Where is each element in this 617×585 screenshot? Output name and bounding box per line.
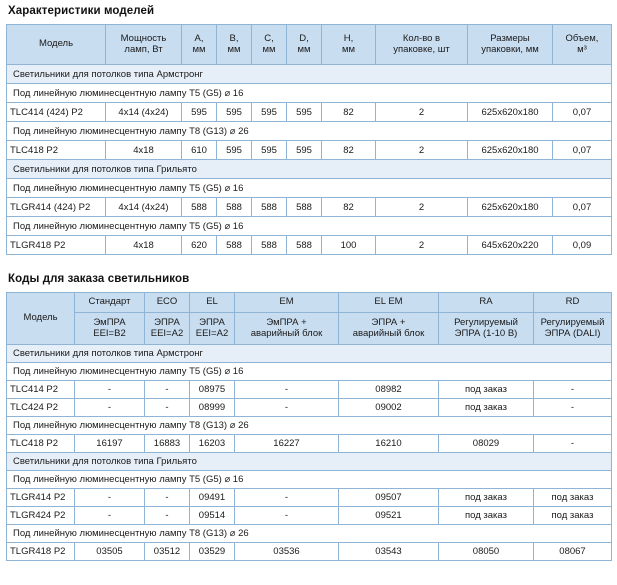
- value-cell: -: [145, 381, 190, 399]
- header-d: D, мм: [287, 25, 322, 65]
- header-a: A, мм: [182, 25, 217, 65]
- value-cell: 82: [322, 103, 376, 122]
- value-cell: 588: [252, 236, 287, 255]
- value-cell: 08975: [190, 381, 235, 399]
- model-cell: TLGR414 (424) P2: [7, 198, 106, 217]
- group-row: Светильники для потолков типа Грильято: [7, 160, 612, 179]
- group-row: Светильники для потолков типа Грильято: [7, 453, 612, 471]
- header-standard: Стандарт: [75, 293, 145, 313]
- value-cell: 4x14 (4x24): [106, 198, 182, 217]
- model-cell: TLC414 P2: [7, 381, 75, 399]
- table1-title: Характеристики моделей: [8, 5, 155, 17]
- value-cell: 0,07: [553, 141, 612, 160]
- header-el-em-desc: ЭПРА + аварийный блок: [339, 313, 439, 345]
- table2-header-row-bottom: [7, 313, 612, 345]
- value-cell: 03505: [75, 543, 145, 561]
- table2-header-row-top: [7, 293, 612, 313]
- table-row: [7, 141, 612, 160]
- value-cell: 2: [376, 141, 468, 160]
- value-cell: под заказ: [439, 381, 534, 399]
- table-row: [7, 381, 612, 399]
- value-cell: 595: [252, 103, 287, 122]
- value-cell: 0,07: [553, 198, 612, 217]
- subgroup-row: Под линейную люминесцентную лампу Т5 (G5) ⌀ 16: [7, 84, 612, 103]
- header-ra-desc: Регулируемый ЭПРА (1-10 В): [439, 313, 534, 345]
- value-cell: 09514: [190, 507, 235, 525]
- value-cell: под заказ: [439, 399, 534, 417]
- model-cell: TLGR418 P2: [7, 236, 106, 255]
- header-standard-desc: ЭмПРА EEI=B2: [75, 313, 145, 345]
- value-cell: 620: [182, 236, 217, 255]
- value-cell: 645x620x220: [468, 236, 553, 255]
- model-cell: TLC414 (424) P2: [7, 103, 106, 122]
- value-cell: под заказ: [534, 489, 612, 507]
- header-el-em: EL EM: [339, 293, 439, 313]
- value-cell: 08050: [439, 543, 534, 561]
- table1-header-row: [7, 25, 612, 65]
- header-pack-size: Размеры упаковки, мм: [468, 25, 553, 65]
- header-power: Мощность ламп, Вт: [106, 25, 182, 65]
- value-cell: 09507: [339, 489, 439, 507]
- value-cell: 625x620x180: [468, 198, 553, 217]
- value-cell: под заказ: [534, 507, 612, 525]
- model-cell: TLC418 P2: [7, 435, 75, 453]
- subgroup-row: Под линейную люминесцентную лампу Т5 (G5) ⌀ 16: [7, 217, 612, 236]
- value-cell: -: [75, 489, 145, 507]
- group-row: Светильники для потолков типа Армстронг: [7, 345, 612, 363]
- header-eco: ECO: [145, 293, 190, 313]
- value-cell: 595: [287, 141, 322, 160]
- model-cell: TLC424 P2: [7, 399, 75, 417]
- value-cell: 16203: [190, 435, 235, 453]
- value-cell: 610: [182, 141, 217, 160]
- table-row: [7, 507, 612, 525]
- value-cell: под заказ: [439, 489, 534, 507]
- value-cell: -: [145, 507, 190, 525]
- value-cell: 595: [252, 141, 287, 160]
- value-cell: 16227: [235, 435, 339, 453]
- value-cell: 03512: [145, 543, 190, 561]
- value-cell: -: [235, 381, 339, 399]
- table-row: [7, 236, 612, 255]
- header-el: EL: [190, 293, 235, 313]
- value-cell: 595: [287, 103, 322, 122]
- value-cell: 588: [217, 198, 252, 217]
- value-cell: 82: [322, 198, 376, 217]
- table2-title: Коды для заказа светильников: [8, 273, 190, 285]
- value-cell: под заказ: [439, 507, 534, 525]
- subgroup-row: Под линейную люминесцентную лампу Т5 (G5) ⌀ 16: [7, 179, 612, 198]
- value-cell: 16197: [75, 435, 145, 453]
- table-row: [7, 489, 612, 507]
- value-cell: 09002: [339, 399, 439, 417]
- value-cell: 2: [376, 103, 468, 122]
- value-cell: 588: [287, 236, 322, 255]
- value-cell: 588: [287, 198, 322, 217]
- value-cell: 03529: [190, 543, 235, 561]
- header-em-desc: ЭмПРА + аварийный блок: [235, 313, 339, 345]
- model-cell: TLC418 P2: [7, 141, 106, 160]
- table-row: [7, 543, 612, 561]
- value-cell: 100: [322, 236, 376, 255]
- value-cell: 4x18: [106, 236, 182, 255]
- subgroup-row: Под линейную люминесцентную лампу Т8 (G13) ⌀ 26: [7, 525, 612, 543]
- value-cell: 4x14 (4x24): [106, 103, 182, 122]
- value-cell: 09491: [190, 489, 235, 507]
- model-cell: TLGR424 P2: [7, 507, 75, 525]
- header-model: Модель: [7, 293, 75, 345]
- value-cell: 588: [217, 236, 252, 255]
- value-cell: -: [534, 399, 612, 417]
- value-cell: 2: [376, 236, 468, 255]
- table-row: [7, 399, 612, 417]
- subgroup-row: Под линейную люминесцентную лампу Т8 (G13) ⌀ 26: [7, 122, 612, 141]
- value-cell: -: [75, 399, 145, 417]
- value-cell: 09521: [339, 507, 439, 525]
- value-cell: -: [235, 507, 339, 525]
- header-em: EM: [235, 293, 339, 313]
- header-h: H, мм: [322, 25, 376, 65]
- header-rd-desc: Регулируемый ЭПРА (DALI): [534, 313, 612, 345]
- value-cell: 2: [376, 198, 468, 217]
- subgroup-row: Под линейную люминесцентную лампу Т5 (G5) ⌀ 16: [7, 471, 612, 489]
- value-cell: 16210: [339, 435, 439, 453]
- header-rd: RD: [534, 293, 612, 313]
- value-cell: 08067: [534, 543, 612, 561]
- value-cell: 82: [322, 141, 376, 160]
- subgroup-row: Под линейную люминесцентную лампу Т8 (G13) ⌀ 26: [7, 417, 612, 435]
- value-cell: -: [235, 399, 339, 417]
- value-cell: 625x620x180: [468, 103, 553, 122]
- header-b: B, мм: [217, 25, 252, 65]
- header-model: Модель: [7, 25, 106, 65]
- value-cell: 4x18: [106, 141, 182, 160]
- model-cell: TLGR414 P2: [7, 489, 75, 507]
- value-cell: -: [75, 507, 145, 525]
- value-cell: 08999: [190, 399, 235, 417]
- table-row: [7, 435, 612, 453]
- value-cell: -: [145, 399, 190, 417]
- table-row: [7, 198, 612, 217]
- header-volume: Объем, м³: [553, 25, 612, 65]
- header-qty: Кол-во в упаковке, шт: [376, 25, 468, 65]
- value-cell: 595: [217, 103, 252, 122]
- value-cell: 08982: [339, 381, 439, 399]
- header-eco-desc: ЭПРА EEI=A2: [145, 313, 190, 345]
- value-cell: 588: [252, 198, 287, 217]
- value-cell: -: [145, 489, 190, 507]
- table-row: [7, 103, 612, 122]
- value-cell: 08029: [439, 435, 534, 453]
- subgroup-row: Под линейную люминесцентную лампу Т5 (G5) ⌀ 16: [7, 363, 612, 381]
- header-el-desc: ЭПРА EEI=A2: [190, 313, 235, 345]
- value-cell: 03543: [339, 543, 439, 561]
- group-row: Светильники для потолков типа Армстронг: [7, 65, 612, 84]
- value-cell: 625x620x180: [468, 141, 553, 160]
- value-cell: -: [75, 381, 145, 399]
- value-cell: 0,09: [553, 236, 612, 255]
- value-cell: 595: [217, 141, 252, 160]
- value-cell: 03536: [235, 543, 339, 561]
- value-cell: 0,07: [553, 103, 612, 122]
- value-cell: -: [534, 435, 612, 453]
- value-cell: 16883: [145, 435, 190, 453]
- value-cell: 595: [182, 103, 217, 122]
- value-cell: 588: [182, 198, 217, 217]
- value-cell: -: [235, 489, 339, 507]
- model-cell: TLGR418 P2: [7, 543, 75, 561]
- models-spec-table: [6, 24, 612, 255]
- order-codes-table: [6, 292, 612, 561]
- header-ra: RA: [439, 293, 534, 313]
- value-cell: -: [534, 381, 612, 399]
- header-c: C, мм: [252, 25, 287, 65]
